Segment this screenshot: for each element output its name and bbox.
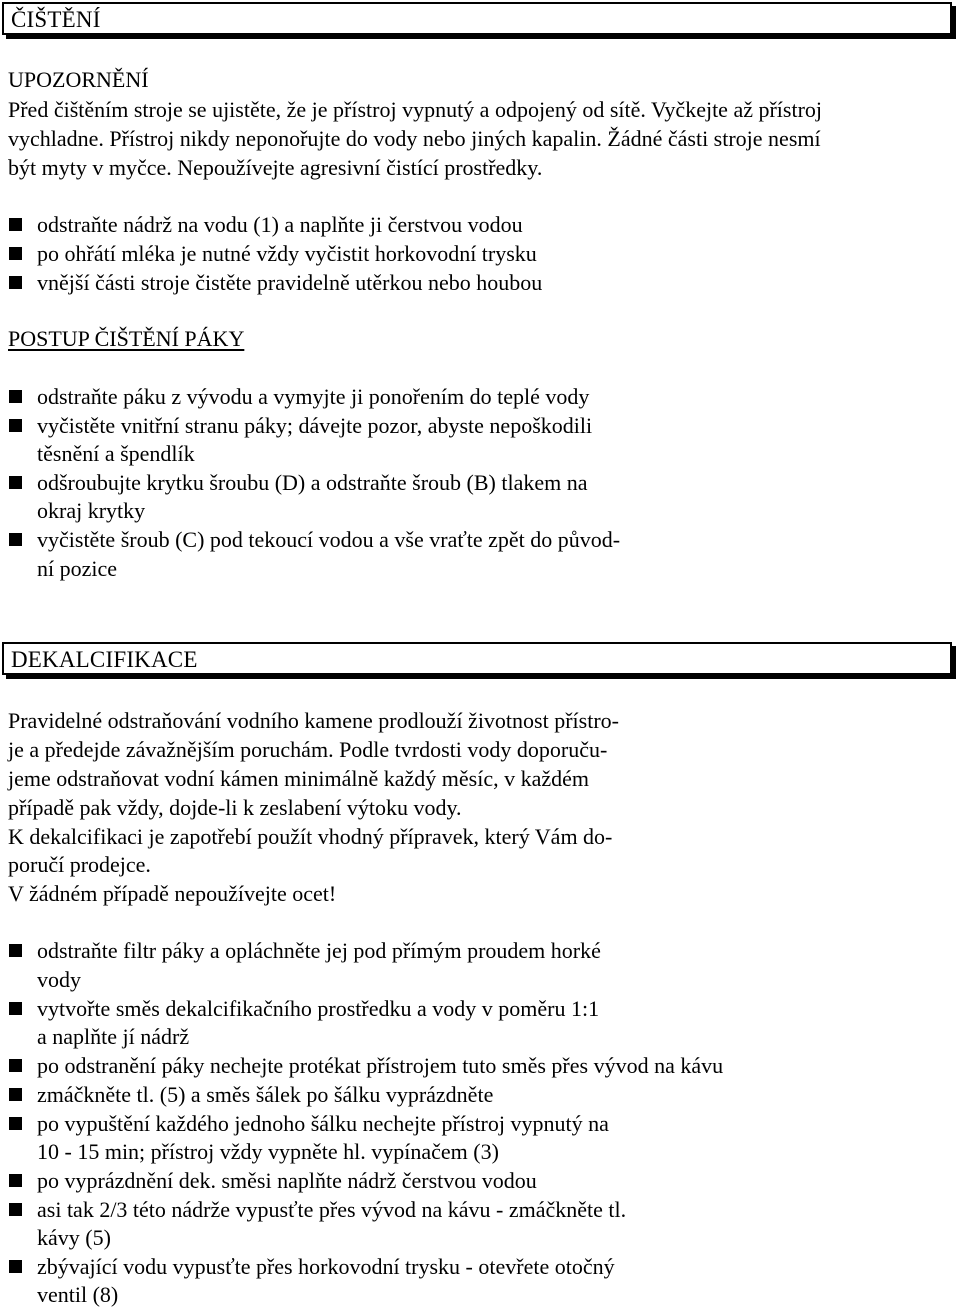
bullet-square-icon: [9, 218, 22, 231]
list-item: zmáčkněte tl. (5) a směs šálek po šálku vyprázdněte: [37, 1082, 494, 1107]
list-item: odšroubujte krytku šroubu (D) a odstraňte šroub (B) tlakem na: [37, 470, 588, 495]
list-item-continuation: okraj krytky: [37, 498, 146, 523]
bullet-square-icon: [9, 476, 22, 489]
bullet-square-icon: [9, 247, 22, 260]
list-item-continuation: 10 - 15 min; přístroj vždy vypněte hl. vypínačem (3): [37, 1139, 499, 1164]
heading-text: DEKALCIFIKACE: [11, 647, 198, 672]
list-item-continuation: vody: [37, 967, 81, 992]
bullet-square-icon: [9, 1174, 22, 1187]
list-item: odstraňte nádrž na vodu (1) a naplňte ji čerstvou vodou: [37, 212, 523, 237]
warning-line: být myty v myčce. Nepoužívejte agresivní čistící prostředky.: [8, 155, 543, 180]
list-item: vyčistěte vnitřní stranu páky; dávejte pozor, abyste nepoškodili: [37, 413, 593, 438]
list-item: vyčistěte šroub (C) pod tekoucí vodou a vše vraťte zpět do původ-: [37, 527, 621, 552]
list-item: po vypuštění každého jednoho šálku nechejte přístroj vypnutý na: [37, 1111, 609, 1136]
list-item: vnější části stroje čistěte pravidelně utěrkou nebo houbou: [37, 270, 543, 295]
bullet-square-icon: [9, 533, 22, 546]
paragraph-line: případě pak vždy, dojde-li k zeslabení výtoku vody.: [8, 795, 462, 820]
list-item: asi tak 2/3 této nádrže vypusťte přes vývod na kávu - zmáčkněte tl.: [37, 1197, 627, 1222]
list-item-continuation: ní pozice: [37, 556, 118, 581]
list-item: vytvořte směs dekalcifikačního prostředku a vody v poměru 1:1: [37, 996, 600, 1021]
bullet-square-icon: [9, 1059, 22, 1072]
bullet-square-icon: [9, 390, 22, 403]
warning-line: vychladne. Přístroj nikdy neponořujte do vody nebo jiných kapalin. Žádné části stroje nesmí: [8, 126, 821, 151]
list-item-continuation: a naplňte jí nádrž: [37, 1024, 190, 1049]
section-heading-dekalcifikace: [2, 642, 952, 675]
paragraph-line: jeme odstraňovat vodní kámen minimálně každý měsíc, v každém: [8, 766, 589, 791]
bullet-square-icon: [9, 419, 22, 432]
paragraph-line: poručí prodejce.: [8, 852, 151, 877]
list-item: po ohřátí mléka je nutné vždy vyčistit horkovodní trysku: [37, 241, 537, 266]
subsection-title: POSTUP ČIŠTĚNÍ PÁKY: [8, 326, 245, 351]
paragraph-line: Pravidelné odstraňování vodního kamene prodlouží životnost přístro-: [8, 708, 619, 733]
paragraph-line: K dekalcifikaci je zapotřebí použít vhodný přípravek, který Vám do-: [8, 824, 613, 849]
bullet-square-icon: [9, 276, 22, 289]
paragraph-line: V žádném případě nepoužívejte ocet!: [8, 881, 337, 906]
list-item: po odstranění páky nechejte protékat přístrojem tuto směs přes vývod na kávu: [37, 1053, 724, 1078]
list-item: po vyprázdnění dek. směsi naplňte nádrž čerstvou vodou: [37, 1168, 537, 1193]
paragraph-line: je a předejde závažnějším poruchám. Podle tvrdosti vody doporuču-: [8, 737, 608, 762]
bullet-square-icon: [9, 1002, 22, 1015]
list-item-continuation: kávy (5): [37, 1225, 111, 1250]
list-item: odstraňte páku z vývodu a vymyjte ji ponořením do teplé vody: [37, 384, 590, 409]
bullet-square-icon: [9, 1203, 22, 1216]
warning-line: Před čištěním stroje se ujistěte, že je přístroj vypnutý a odpojený od sítě. Vyčkejte až přístroj: [8, 97, 823, 122]
section-heading-cisteni: [2, 2, 952, 35]
heading-text: ČIŠTĚNÍ: [11, 7, 101, 32]
list-item-continuation: ventil (8): [37, 1282, 119, 1307]
bullet-square-icon: [9, 1088, 22, 1101]
warning-title: UPOZORNĚNÍ: [8, 67, 149, 92]
list-item: zbývající vodu vypusťte přes horkovodní trysku - otevřete otočný: [37, 1254, 615, 1279]
bullet-square-icon: [9, 1260, 22, 1273]
bullet-square-icon: [9, 1117, 22, 1130]
list-item-continuation: těsnění a špendlík: [37, 441, 195, 466]
list-item: odstraňte filtr páky a opláchněte jej pod přímým proudem horké: [37, 938, 601, 963]
bullet-square-icon: [9, 944, 22, 957]
